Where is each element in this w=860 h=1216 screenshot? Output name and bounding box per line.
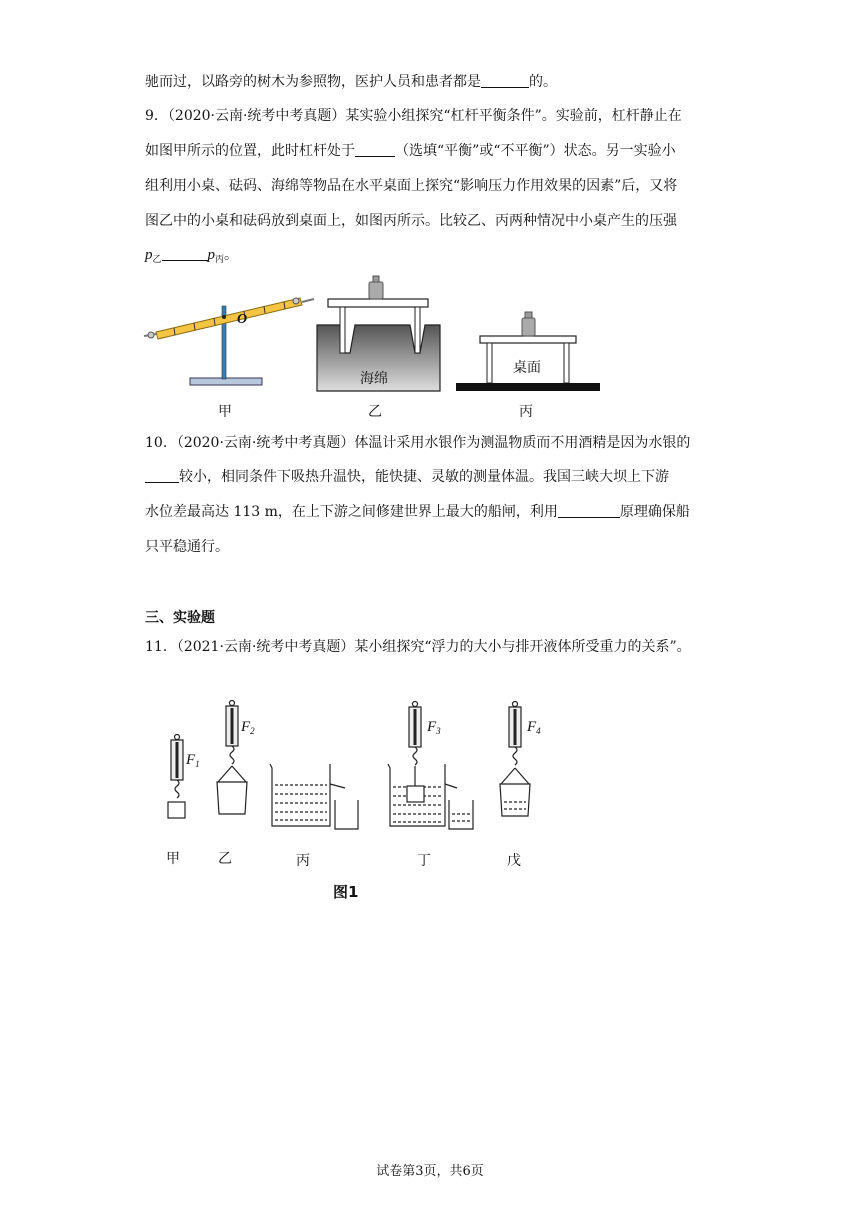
fig11-caption-jia: 甲 <box>166 851 180 867</box>
F1-label: $F_1$ <box>186 752 200 769</box>
fig11-caption-yi: 乙 <box>218 851 232 867</box>
F4-label: $F_4$ <box>527 719 541 736</box>
q10-line3 <box>145 502 690 522</box>
q10-line2 <box>145 467 669 487</box>
table-apparatus <box>456 312 600 391</box>
q8-text-end: 的。 <box>529 74 557 90</box>
q9-line5 <box>145 245 238 270</box>
figure-11 <box>155 692 575 842</box>
q11-line1: 11．（2021·云南·统考中考真题）某小组探究“浮力的大小与排开液体所受重力的关系”。 <box>145 639 691 655</box>
fig11-caption-bing: 丙 <box>296 853 310 869</box>
q10-text: 水位差最高达 113 m，在上下游之间修建世界上最大的船闸，利用 <box>145 504 558 520</box>
p-symbol: p <box>207 247 216 263</box>
fig11-caption-wu: 戊 <box>507 853 521 869</box>
overflow-beaker <box>270 764 358 829</box>
q8-text: 驰而过，以路旁的树木为参照物，医护人员和患者都是 <box>145 74 481 90</box>
fig11-caption-ding: 丁 <box>417 853 431 869</box>
fig9-caption-yi: 乙 <box>368 404 382 420</box>
q9-text: （选填“平衡”或“不平衡”）状态。另一实验小 <box>395 143 676 159</box>
spring-scale-4 <box>500 702 530 817</box>
q10-blank-2[interactable] <box>558 503 620 518</box>
q10-text: 原理确保船 <box>619 504 690 520</box>
p-sub-yi: 乙 <box>152 255 162 265</box>
q9-blank-2[interactable] <box>162 246 208 261</box>
table-label: 桌面 <box>513 360 541 376</box>
label-O: O <box>237 312 248 327</box>
q10-line4: 只平稳通行。 <box>145 539 229 555</box>
q9-end: 。 <box>224 247 239 263</box>
fig9-caption-bing: 丙 <box>519 404 533 420</box>
q9-blank-1[interactable] <box>355 142 395 157</box>
q10-text: 较小，相同条件下吸热升温快，能快捷、灵敏的测量体温。我国三峡大坝上下游 <box>179 469 669 485</box>
figure-1-title: 图1 <box>333 883 359 901</box>
q9-line4: 图乙中的小桌和砝码放到桌面上，如图丙所示。比较乙、丙两种情况中小桌产生的压强 <box>145 213 677 229</box>
sponge-label: 海绵 <box>360 371 388 387</box>
q9-line2 <box>145 141 676 161</box>
section-title: 三、实验题 <box>145 610 215 626</box>
q9-text: 如图甲所示的位置，此时杠杆处于 <box>145 143 355 159</box>
fig9-caption-jia: 甲 <box>218 404 232 420</box>
lever-apparatus <box>144 298 314 385</box>
spring-scale-1 <box>168 735 185 819</box>
q9-line1: 9．（2020·云南·统考中考真题）某实验小组探究“杠杆平衡条件”。实验前，杠杆静止在 <box>145 108 682 124</box>
p-symbol: p <box>145 247 153 263</box>
p-sub-bing: 丙 <box>215 255 225 265</box>
q9-line3: 组利用小桌、砝码、海绵等物品在水平桌面上探究“影响压力作用效果的因素”后，又将 <box>145 178 678 194</box>
spring-scale-2 <box>217 701 247 815</box>
q10-line1: 10．（2020·云南·统考中考真题）体温计采用水银作为测温物质而不用酒精是因为水银的 <box>145 435 691 451</box>
F3-label: $F_3$ <box>427 719 441 736</box>
page-footer: 试卷第3页，共6页 <box>376 1164 484 1179</box>
q10-blank-1[interactable] <box>145 468 179 483</box>
q8-tail-line <box>145 72 557 92</box>
q8-answer-blank[interactable] <box>481 73 529 88</box>
F2-label: $F_2$ <box>241 719 255 736</box>
